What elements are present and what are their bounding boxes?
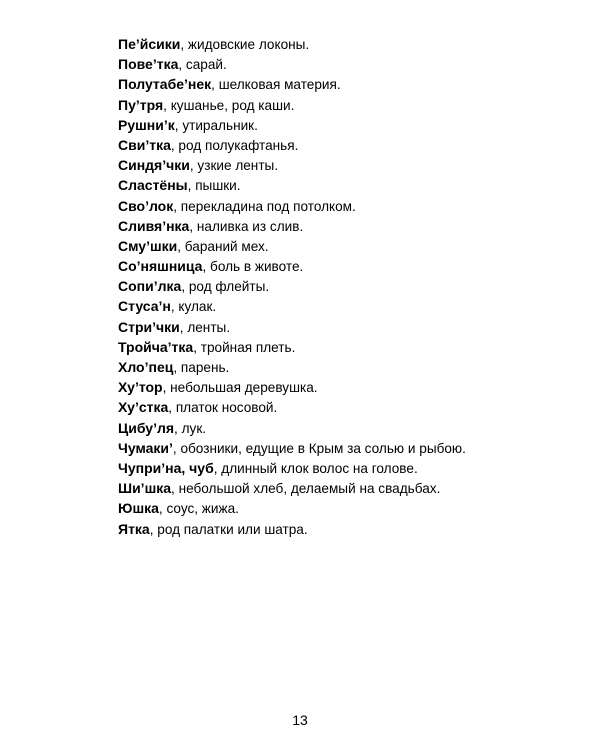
glossary-term: Сливя’нка	[118, 217, 190, 234]
glossary-definition: , наливка из слив.	[189, 218, 304, 234]
glossary-entry	[118, 175, 578, 195]
glossary-term: Рушни’к	[118, 116, 175, 133]
glossary-definition: , небольшая деревушка.	[162, 380, 318, 396]
glossary-term: Стри’чки	[118, 318, 180, 335]
glossary-entry	[118, 74, 578, 94]
glossary-entry	[118, 34, 578, 54]
glossary-term: Ши’шка	[118, 480, 172, 497]
glossary-entry	[118, 519, 578, 539]
glossary-entry	[118, 438, 578, 458]
glossary-entry	[118, 337, 578, 357]
glossary-entry	[118, 478, 578, 498]
glossary-definition: , обозники, едущие в Крым за солью и рыбою.	[172, 440, 466, 456]
glossary-entry	[118, 276, 578, 296]
glossary-entry	[118, 317, 578, 337]
glossary-entry	[118, 135, 578, 155]
glossary-definition: , лук.	[174, 420, 207, 436]
glossary-definition: , сарай.	[178, 57, 227, 73]
glossary-entry	[118, 397, 578, 417]
glossary-definition: , платок носовой.	[168, 400, 278, 416]
glossary-entry	[118, 155, 578, 175]
glossary-definition: , утиральник.	[174, 117, 258, 133]
glossary-definition: , парень.	[173, 360, 230, 375]
glossary-definition: , кулак.	[170, 299, 217, 315]
glossary-term: Ху’стка	[118, 399, 169, 416]
glossary-definition: , соус, жижа.	[158, 501, 239, 517]
glossary-definition: , пышки.	[187, 178, 241, 194]
glossary-term: Ятка	[118, 520, 150, 537]
glossary-term: Тройча’тка	[118, 338, 194, 355]
glossary-definition: , шелковая материя.	[211, 77, 341, 93]
glossary-term: Сви’тка	[118, 136, 171, 153]
glossary-term: Сопи’лка	[118, 278, 182, 295]
glossary-definition: , ленты.	[179, 319, 231, 335]
glossary-entry	[118, 296, 578, 316]
glossary-entry	[118, 236, 578, 256]
glossary-term: Пе’йсики	[118, 36, 181, 52]
page-number: 13	[292, 712, 308, 728]
glossary-definition: , бараний мех.	[177, 238, 269, 254]
glossary-definition: , кушанье, род каши.	[163, 97, 295, 113]
glossary-definition: , перекладина под потолком.	[173, 198, 356, 214]
glossary-term: Чумаки’	[118, 439, 173, 456]
glossary-definition: , жидовские локоны.	[180, 37, 310, 52]
glossary-entry	[118, 216, 578, 236]
glossary-definition: , длинный клок волос на голове.	[213, 460, 418, 476]
glossary-entry	[118, 115, 578, 135]
glossary-definition: , боль в животе.	[202, 259, 304, 275]
glossary-entry	[118, 377, 578, 397]
glossary-definition: , узкие ленты.	[189, 158, 279, 174]
glossary-term: Стуса’н	[118, 298, 171, 315]
glossary-definition: , род палатки или шатра.	[149, 521, 308, 537]
glossary-term: Хло’пец	[118, 359, 174, 375]
glossary-entry	[118, 95, 578, 115]
glossary-term: Со’няшница	[118, 258, 203, 275]
glossary-term: Пу’тря	[118, 96, 164, 113]
glossary-definition: , тройная плеть.	[193, 339, 296, 355]
glossary-term: Синдя’чки	[118, 157, 190, 174]
glossary-entry	[118, 498, 578, 518]
glossary-term: Полутабе’нек	[118, 76, 212, 93]
glossary-entry	[118, 357, 578, 377]
glossary-term: Цибу’ля	[118, 419, 175, 436]
glossary-term: Юшка	[118, 500, 159, 517]
glossary-entry	[118, 54, 578, 74]
glossary-list	[118, 34, 578, 539]
glossary-definition: , род флейты.	[181, 279, 270, 295]
glossary-term: Чупри’на, чуб	[118, 459, 214, 476]
glossary-entry	[118, 256, 578, 276]
glossary-entry	[118, 196, 578, 216]
glossary-term: Сластёны	[118, 177, 188, 194]
glossary-term: Ху’тор	[118, 379, 163, 396]
glossary-entry	[118, 458, 578, 478]
glossary-term: Сво’лок	[118, 197, 174, 214]
glossary-definition: , род полукафтанья.	[170, 137, 299, 153]
glossary-term: Сму’шки	[118, 237, 178, 254]
glossary-entry	[118, 418, 578, 438]
glossary-term: Пове’тка	[118, 56, 179, 73]
glossary-definition: , небольшой хлеб, делаемый на свадьбах.	[171, 481, 441, 497]
